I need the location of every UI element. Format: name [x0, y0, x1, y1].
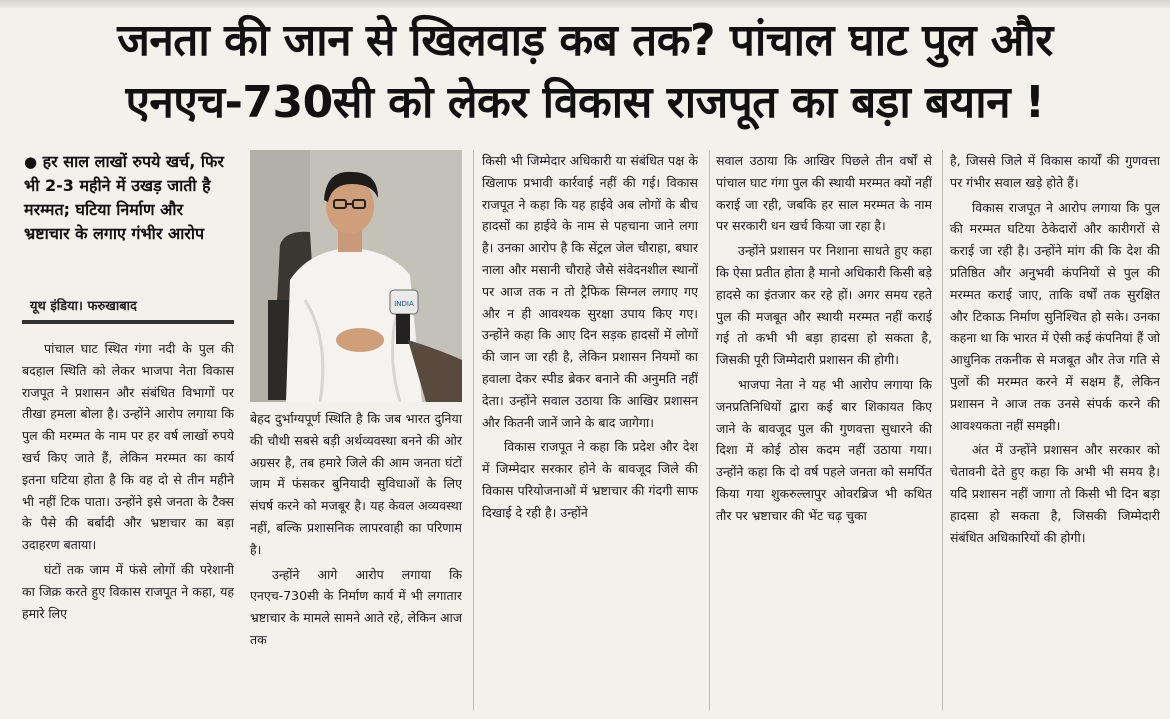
headline: [8, 10, 1162, 134]
mic-label: INDIA: [394, 300, 414, 308]
byline-divider: [22, 320, 234, 324]
headline-line-2: एनएच-730सी को लेकर विकास राजपूत का बड़ा बयान !: [125, 77, 1045, 128]
bullet-icon: ●: [24, 153, 38, 171]
paragraph: विकास राजपूत ने आरोप लगाया कि पुल की मरम्मत घटिया ठेकेदारों और कारीगरों से कराई जा रही है। उन्होंने मांग की कि देश की प्रतिष्ठित और अनुभवी कंपनियों से पुल की मरम्मत कराई जाए, ताकि वर्षों तक सुरक्षित और टिकाऊ निर्माण सुनिश्चित हो सके। उनका कहना था कि भारत में ऐसी कई कंपनियां हैं जो आधुनिक तकनीक से मजबूत और तेज गति से पुलों की मरम्मत करने में सक्षम हैं, लेकिन प्रशासन ने आज तक उनसे संपर्क करने की आवश्यकता नहीं समझी।: [950, 199, 1160, 433]
paragraph: भाजपा नेता ने यह भी आरोप लगाया कि जनप्रतिनिधियों द्वारा कई बार शिकायत किए जाने के बावजूद पुल की गुणवत्ता सुधारने की दिशा में कोई ठोस कदम नहीं उठाया गया। उन्होंने कहा कि दो वर्ष पहले जनता को समर्पित किया गया शुकरुल्लापुर ओवरब्रिज भी कथित तौर पर भ्रष्टाचार की भेंट चढ़ चुका: [716, 376, 932, 523]
headline-line-1: जनता की जान से खिलवाड़ कब तक? पांचाल घाट पुल और: [117, 15, 1053, 66]
paragraph: बेहद दुर्भाग्यपूर्ण स्थिति है कि जब भारत दुनिया की चौथी सबसे बड़ी अर्थव्यवस्था बनने की ओर अग्रसर है, तब हमारे जिले की आम जनता घंटों जाम में फंसकर बुनियादी सुविधाओं के लिए संघर्ष करने को मजबूर है। यह केवल अव्यवस्था नहीं, बल्कि प्रशासनिक लापरवाही का परिणाम है।: [250, 411, 462, 557]
column-rule: [473, 150, 474, 710]
top-cropped-strip: [0, 0, 1170, 8]
article-column-1: [22, 338, 234, 719]
article-column-2: [250, 408, 462, 719]
subheadline-text: हर साल लाखों रुपये खर्च, फिर भी 2-3 महीने में उखड़ जाती है मरम्मत; घटिया निर्माण और भ्रष्टाचार के लगाए गंभीर आरोप: [24, 152, 224, 243]
subheadline: [24, 150, 234, 246]
column-rule: [942, 150, 943, 710]
article-column-4: [716, 150, 932, 719]
article-column-5: [950, 150, 1160, 719]
paragraph: उन्होंने प्रशासन पर निशाना साधते हुए कहा कि ऐसा प्रतीत होता है मानो अधिकारी किसी बड़े हादसे का इंतजार कर रहे हों। अगर समय रहते पुल की मजबूत और स्थायी मरम्मत नहीं कराई गई तो कभी भी बड़ा हादसा हो सकता है, जिसकी पूरी जिम्मेदारी प्रशासन की होगी।: [716, 243, 932, 368]
paragraph: घंटों तक जाम में फंसे लोगों की परेशानी का जिक्र करते हुए विकास राजपूत ने कहा, यह हमारे लिए: [22, 561, 234, 621]
news-photo: [250, 150, 462, 402]
person-photo-illustration: [250, 150, 462, 402]
paragraph: अंत में उन्होंने प्रशासन और सरकार को चेतावनी देते हुए कहा कि अभी भी समय है। यदि प्रशासन नहीं जागा तो किसी भी दिन बड़ा हादसा हो सकता है, जिसकी जिम्मेदारी संबंधित अधिकारियों की होगी।: [950, 442, 1160, 545]
paragraph: है, जिससे जिले में विकास कार्यों की गुणवत्ता पर गंभीर सवाल खड़े होते हैं।: [950, 153, 1160, 190]
paragraph: उन्होंने आगे आरोप लगाया कि एनएच-730सी के निर्माण कार्य में भी लगातार भ्रष्टाचार के मामले सामने आते रहे, लेकिन आज तक: [250, 566, 462, 647]
paragraph: सवाल उठाया कि आखिर पिछले तीन वर्षों से पांचाल घाट गंगा पुल की स्थायी मरम्मत क्यों नहीं कराई जा रही, जबकि हर साल मरम्मत के नाम पर सरकारी धन खर्च किया जा रहा है।: [716, 153, 932, 234]
paragraph: विकास राजपूत ने कहा कि प्रदेश और देश में जिम्मेदार सरकार होने के बावजूद जिले की विकास परियोजनाओं में भ्रष्टाचार की गंदगी साफ दिखाई दे रही है। उन्होंने: [482, 439, 698, 520]
byline: यूथ इंडिया। फरुखाबाद: [30, 299, 137, 314]
paragraph: पांचाल घाट स्थित गंगा नदी के पुल की बदहाल स्थिति को लेकर भाजपा नेता विकास राजपूत ने प्रशासन और संबंधित विभागों पर तीखा हमला बोला है। उन्होंने आरोप लगाया कि पुल की मरम्मत के नाम पर हर वर्ष लाखों रुपये खर्च किए जाते हैं, लेकिन मरम्मत का कार्य इतना घटिया होता है कि वह दो से तीन महीने भी नहीं टिक पाता। उन्होंने इसे जनता के टैक्स के पैसे की बर्बादी और भ्रष्टाचार का बड़ा उदाहरण बताया।: [22, 341, 234, 553]
article-column-3: [482, 150, 698, 719]
column-rule: [709, 150, 710, 710]
paragraph: किसी भी जिम्मेदार अधिकारी या संबंधित पक्ष के खिलाफ प्रभावी कार्रवाई नहीं की गई। विकास राजपूत ने कहा कि यह हाईवे अब लोगों के बीच हादसों का हाईवे के नाम से पहचाना जाने लगा है। उनका आरोप है कि सेंट्रल जेल चौराहा, बघार नाला और मसानी चौराहे जैसे संवेदनशील स्थानों पर आज तक न तो ट्रैफिक सिग्नल लगाए गए और न ही आवश्यक सुरक्षा उपाय किए गए। उन्होंने कहा कि आए दिन सड़क हादसों में लोगों की जान जा रही है, लेकिन प्रशासन नियमों का हवाला देकर स्पीड ब्रेकर बनाने की अनुमति नहीं देता। उन्होंने सवाल उठाया कि आखिर प्रशासन और कितनी जानें जाने के बाद जागेगा।: [482, 153, 698, 430]
